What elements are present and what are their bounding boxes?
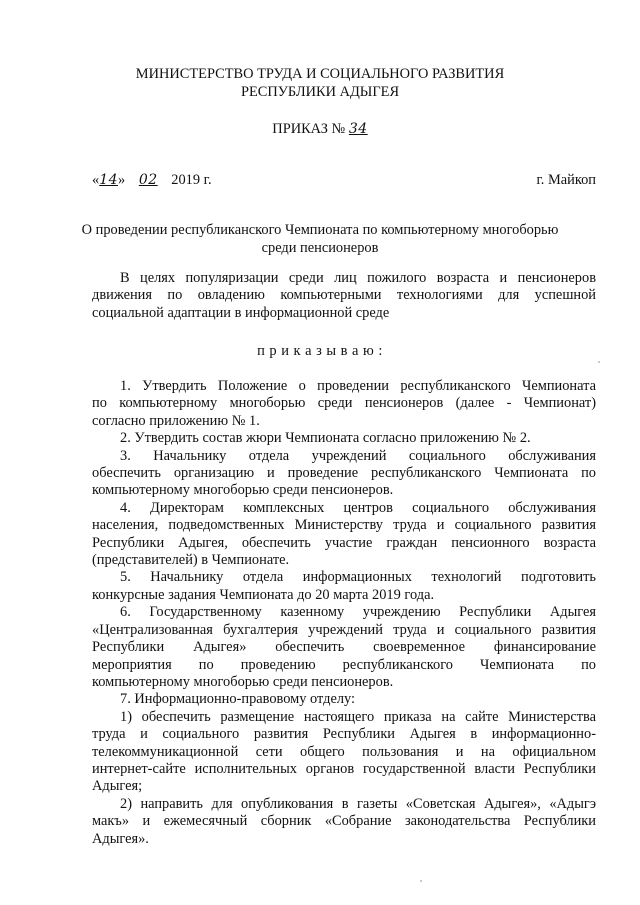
item-4-line: населения, подведомственных Министерству труда и социального развития [92, 517, 596, 534]
item-5-line: конкурсные задания Чемпионата до 20 марта 2019 года. [92, 586, 435, 603]
subject-line2: среди пенсионеров [261, 240, 379, 256]
item-4-line: Республики Адыгея, обеспечить участие граждан пенсионного возраста [92, 534, 596, 551]
item-4-line: 4. Директорам комплексных центров социального обслуживания [120, 499, 596, 516]
order-number-handwritten: 34 [348, 121, 368, 137]
decree-items [92, 378, 596, 848]
date-month-handwritten: 02 [138, 172, 158, 188]
item-7-1-line: 1) обеспечить размещение настоящего приказа на сайте Министерства [120, 708, 596, 725]
item-5-line: 5. Начальнику отдела информационных технологий подготовить [120, 569, 596, 586]
item-6-line: мероприятия по проведению республиканского Чемпионата по [92, 656, 596, 673]
order-label: ПРИКАЗ № [272, 121, 346, 137]
item-7-1-line: труда и социального развития Республики Адыгея в информационно- [92, 726, 596, 743]
order-date: «14» 02 2019 г. [92, 172, 212, 188]
order-title [0, 121, 640, 138]
item-6-line: «Централизованная бухгалтерия учреждений труда и социального развития [92, 621, 596, 638]
item-3-line: компьютерному многоборью среди пенсионеров. [92, 482, 394, 499]
scan-speck [420, 880, 422, 882]
decree-word: п р и к а з ы в а ю : [257, 343, 383, 359]
item-7-2-line: 2) направить для опубликования в газеты «Советская Адыгея», «Адыгэ [120, 795, 596, 812]
ministry-title-line2: РЕСПУБЛИКИ АДЫГЕЯ [240, 84, 400, 100]
order-city: г. Майкоп [536, 172, 596, 188]
item-6-line: Республики Адыгея» обеспечить своевременное финансирование [92, 639, 596, 656]
item-6-line: 6. Государственному казенному учреждению Республики Адыгея [120, 604, 596, 621]
item-2-line: 2. Утвердить состав жюри Чемпионата согласно приложению № 2. [120, 430, 531, 447]
item-7-2-line: Адыгея». [92, 830, 149, 847]
item-4-line: (представителей) в Чемпионате. [92, 552, 290, 569]
item-7-1-line: Адыгея; [92, 778, 143, 795]
item-1-line: 1. Утвердить Положение о проведении республиканского Чемпионата [120, 378, 596, 394]
item-3-line: обеспечить организацию и проведение республиканского Чемпионата по [92, 465, 596, 482]
item-1-line: согласно приложению № 1. [92, 412, 260, 429]
preamble-line: социальной адаптации в информационной среде [92, 304, 390, 321]
preamble [92, 270, 596, 322]
date-year: 2019 г. [171, 172, 212, 188]
item-7-1-line: интернет-сайте исполнительных органов государственной власти Республики [92, 760, 596, 777]
ministry-title-line1: МИНИСТЕРСТВО ТРУДА И СОЦИАЛЬНОГО РАЗВИТИЯ [135, 66, 505, 82]
scan-speck [598, 361, 600, 363]
date-day-handwritten: 14 [99, 172, 119, 188]
item-3-line: 3. Начальнику отдела учреждений социального обслуживания [120, 447, 596, 464]
item-1-line: по компьютерному многоборью среди пенсионеров (далее - Чемпионат) [92, 395, 596, 412]
subject-line1: О проведении республиканского Чемпионата по компьютерному многоборью [81, 222, 559, 238]
item-6-line: компьютерному многоборью среди пенсионеров. [92, 673, 394, 690]
item-7-2-line: макъ» и ежемесячный сборник «Собрание законодательства Республики [92, 813, 596, 830]
item-7-line: 7. Информационно-правовому отделу: [120, 691, 356, 708]
item-7-1-line: телекоммуникационной сети общего пользования и на официальном [92, 743, 596, 760]
preamble-line: В целях популяризации среди лиц пожилого возраста и пенсионеров [120, 270, 596, 286]
preamble-line: движения по овладению компьютерными технологиями для успешной [92, 287, 596, 304]
